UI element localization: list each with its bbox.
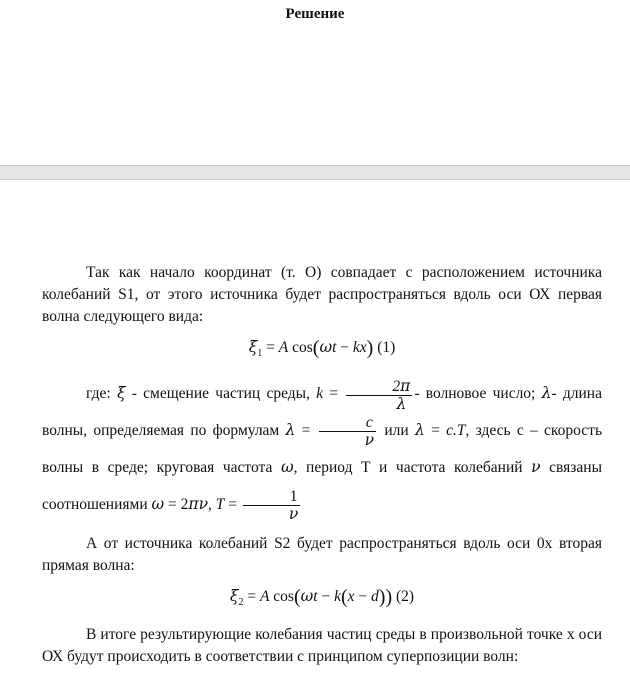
def-text-2: - смещение частиц среды, — [131, 385, 310, 403]
def-text-5: или — [384, 422, 409, 440]
def-text-3: - волновое число; — [414, 385, 536, 403]
page-title: Решение — [285, 6, 345, 22]
def-text-6: , здесь с – скорость волны в среде; круговая частота — [42, 422, 603, 477]
fraction-period: $\frac{1}{\nu}$ — [243, 489, 300, 522]
paragraph-superposition: В итоге результирующие колебания частиц среды в произвольной точке х оси ОХ будут происходить в соответствии с принципом суперпозиции волн: — [42, 626, 602, 666]
def-text-7: , период Т и частота колебаний — [293, 459, 523, 477]
equation-1-label: (1) — [377, 339, 396, 356]
document-body — [42, 262, 602, 668]
equation-2-label: (2) — [396, 588, 415, 606]
def-text-4: - длина волны, определяемая по формулам — [42, 385, 602, 440]
equation-2: $\xi_2 = A$ cos(ωt − k(x − d)) (2) — [229, 586, 415, 609]
def-text-1: где: — [86, 385, 111, 403]
paragraph-definitions: где: ξ - смещение частиц среды, k = $\frac{2\pi}{\lambda}$ - волновое число; λ- длина волны, определяемая по формулам λ = $\frac{c}{\nu}$ или λ = c.T, здесь с – скорость волны в среде; круговая частота ω, период Т и частота колебаний ν связаны соотношениями ω = 2πν, T = $\frac{1}{\nu}$ — [42, 376, 603, 524]
equation-1: $\xi_1 = A$ cos(ωt − kx) (1) — [248, 337, 396, 360]
fraction-k: $\frac{2\pi}{\lambda}$ — [346, 378, 412, 412]
def-text-8: связаны соотношениями — [42, 459, 603, 514]
paragraph-second-wave: А от источника колебаний S2 будет распространяться вдоль оси 0х вторая прямая волна: — [42, 535, 602, 575]
fraction-lambda: $\frac{c}{\nu}$ — [319, 415, 376, 448]
page-separator — [0, 165, 630, 180]
def-text-9: , — [208, 496, 212, 514]
paragraph-intro: Так как начало координат (т. О) совпадает с расположением источника колебаний S1, от этого источника будет распространяться вдоль оси ОХ первая волна следующего вида: — [42, 264, 602, 325]
